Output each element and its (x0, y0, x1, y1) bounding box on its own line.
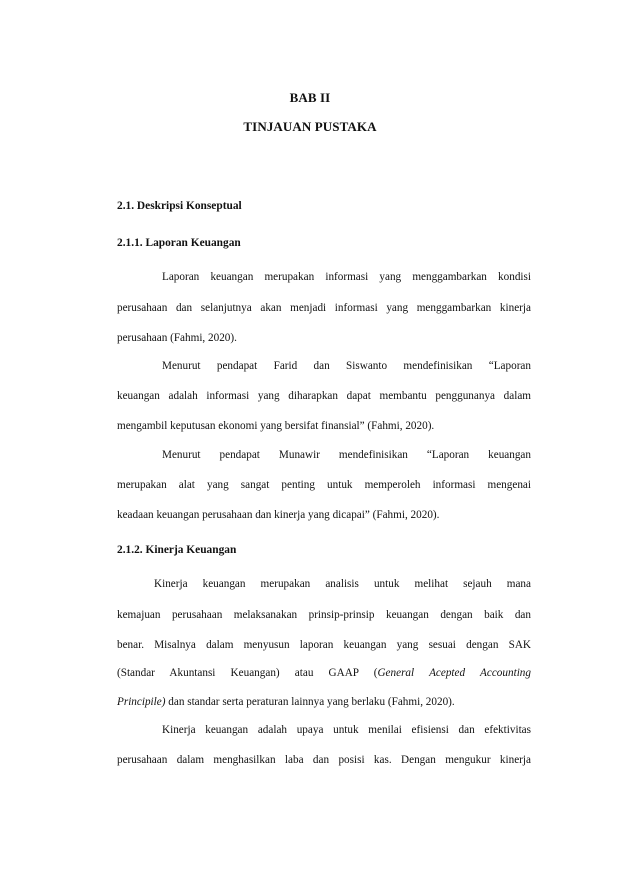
paragraph-line: keuangan adalah informasi yang diharapkan dapat membantu penggunanya dalam (117, 390, 531, 402)
paragraph-text: (Standar Akuntansi Keuangan) atau GAAP ( (117, 667, 378, 679)
paragraph-line: Laporan keuangan merupakan informasi yang menggambarkan kondisi (162, 271, 531, 283)
paragraph-line: merupakan alat yang sangat penting untuk memperoleh informasi mengenai (117, 479, 531, 491)
paragraph-line (117, 697, 455, 708)
paragraph-line: Menurut pendapat Munawir mendefinisikan “Laporan keuangan (162, 449, 531, 461)
paragraph-line: perusahaan dan selanjutnya akan menjadi informasi yang menggambarkan kinerja (117, 302, 531, 314)
paragraph-line: perusahaan dalam menghasilkan laba dan posisi kas. Dengan mengukur kinerja (117, 754, 531, 766)
paragraph-line: Menurut pendapat Farid dan Siswanto mendefinisikan “Laporan (162, 360, 531, 372)
italic-term: General Acepted Accounting (377, 667, 531, 679)
paragraph-line: keadaan keuangan perusahaan dan kinerja yang dicapai” (Fahmi, 2020). (117, 509, 440, 521)
paragraph-line (117, 668, 531, 679)
chapter-title: TINJAUAN PUSTAKA (243, 119, 377, 134)
chapter-number: BAB II (289, 90, 331, 105)
paragraph-line: benar. Misalnya dalam menyusun laporan keuangan yang sesuai dengan SAK (117, 639, 531, 651)
section-heading-2-1-2: 2.1.2. Kinerja Keuangan (117, 544, 237, 556)
paragraph-line: perusahaan (Fahmi, 2020). (117, 332, 237, 344)
paragraph-text: dan standar serta peraturan lainnya yang berlaku (Fahmi, 2020). (165, 696, 455, 708)
paragraph-line: mengambil keputusan ekonomi yang bersifat finansial” (Fahmi, 2020). (117, 420, 435, 432)
section-heading-2-1: 2.1. Deskripsi Konseptual (117, 200, 242, 212)
paragraph-line: kemajuan perusahaan melaksanakan prinsip-prinsip keuangan dengan baik dan (117, 609, 531, 621)
paragraph-line: Kinerja keuangan adalah upaya untuk menilai efisiensi dan efektivitas (162, 724, 531, 736)
italic-term: Principile) (117, 696, 166, 708)
paragraph-line: Kinerja keuangan merupakan analisis untuk melihat sejauh mana (154, 578, 531, 590)
section-heading-2-1-1: 2.1.1. Laporan Keuangan (117, 237, 241, 249)
